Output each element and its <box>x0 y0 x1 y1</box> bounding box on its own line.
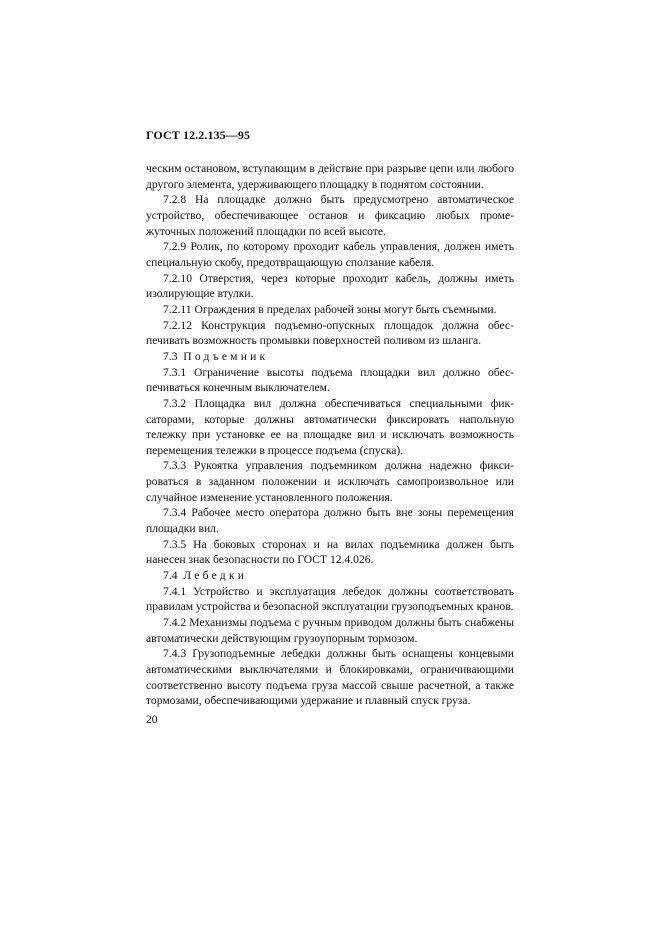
section-heading-7-3 <box>146 349 514 365</box>
paragraph-7-3-3: 7.3.3 Рукоятка управления подъемником должна надежно фиксироваться в заданном положении и исключать самопроизвольное или случайное изменение установленного положения. <box>146 459 514 504</box>
section-heading-7-4 <box>146 568 514 584</box>
section-title: Лебедки <box>183 569 248 583</box>
paragraph-7-2-8: 7.2.8 На площадке должно быть предусмотрено автоматическое устройство, обеспечивающее останов и фиксацию любых промежуточных положений площадки по всей высоте. <box>146 193 514 238</box>
paragraph-7-2-9: 7.2.9 Ролик, по которому проходит кабель управления, должен иметь специальную скобу, предотвращающую сползание кабеля. <box>146 240 514 269</box>
paragraph-7-2-11: 7.2.11 Ограждения в пределах рабочей зоны могут быть съемными. <box>163 302 497 316</box>
section-number: 7.4 <box>163 569 178 583</box>
paragraph-continuation: ческим остановом, вступающим в действие при разрыве цепи или любого другого элемента, удерживающего площадку в поднятом состоянии. <box>146 162 514 191</box>
section-number: 7.3 <box>163 349 178 363</box>
paragraph-7-3-5: 7.3.5 На боковых сторонах и на вилах подъемника должен быть нанесен знак безопасности по ГОСТ 12.4.026. <box>146 537 514 567</box>
document-code: ГОСТ 12.2.135—95 <box>146 128 251 142</box>
page-number: 20 <box>146 712 158 726</box>
paragraph-7-2-12: 7.2.12 Конструкция подъемно-опускных площадок должна обеспечивать возможность промывки поверхностей поливом из шланга. <box>146 318 514 348</box>
paragraph-7-3-1: 7.3.1 Ограничение высоты подъема площадки вил должно обеспечиваться конечным выключателем. <box>146 365 514 395</box>
paragraph-7-4-1: 7.4.1 Устройство и эксплуатация лебедок должны соответствовать правилам устройства и безопасной эксплуатации грузоподъемных кранов. <box>146 584 514 614</box>
paragraph-7-4-2: 7.4.2 Механизмы подъема с ручным приводом должны быть снабжены автоматически действующим грузоупорным тормозом. <box>146 616 514 645</box>
paragraph-7-4-3: 7.4.3 Грузоподъемные лебедки должны быть оснащены концевыми автоматическими выключателями и блокировками, ограничивающими соответственно высоту подъема груза массой свыше расчетной, а также тормозами, обеспечивающими удержание и плавный спуск груза. <box>146 647 514 708</box>
section-title: Подъемник <box>183 349 269 363</box>
paragraph-7-3-2: 7.3.2 Площадка вил должна обеспечиваться специальными фиксаторами, которые должны автоматически фиксировать напольную тележку при установке ее на площадке вил и исключать возможность перемещения тележки в процессе подъема (спуска). <box>146 396 514 457</box>
document-page <box>146 128 514 727</box>
paragraph-7-2-10: 7.2.10 Отверстия, через которые проходит кабель, должны иметь изолирующие втулки. <box>146 271 514 301</box>
document-body <box>146 161 514 709</box>
paragraph-7-3-4: 7.3.4 Рабочее место оператора должно быть вне зоны перемещения площадки вил. <box>146 506 514 536</box>
